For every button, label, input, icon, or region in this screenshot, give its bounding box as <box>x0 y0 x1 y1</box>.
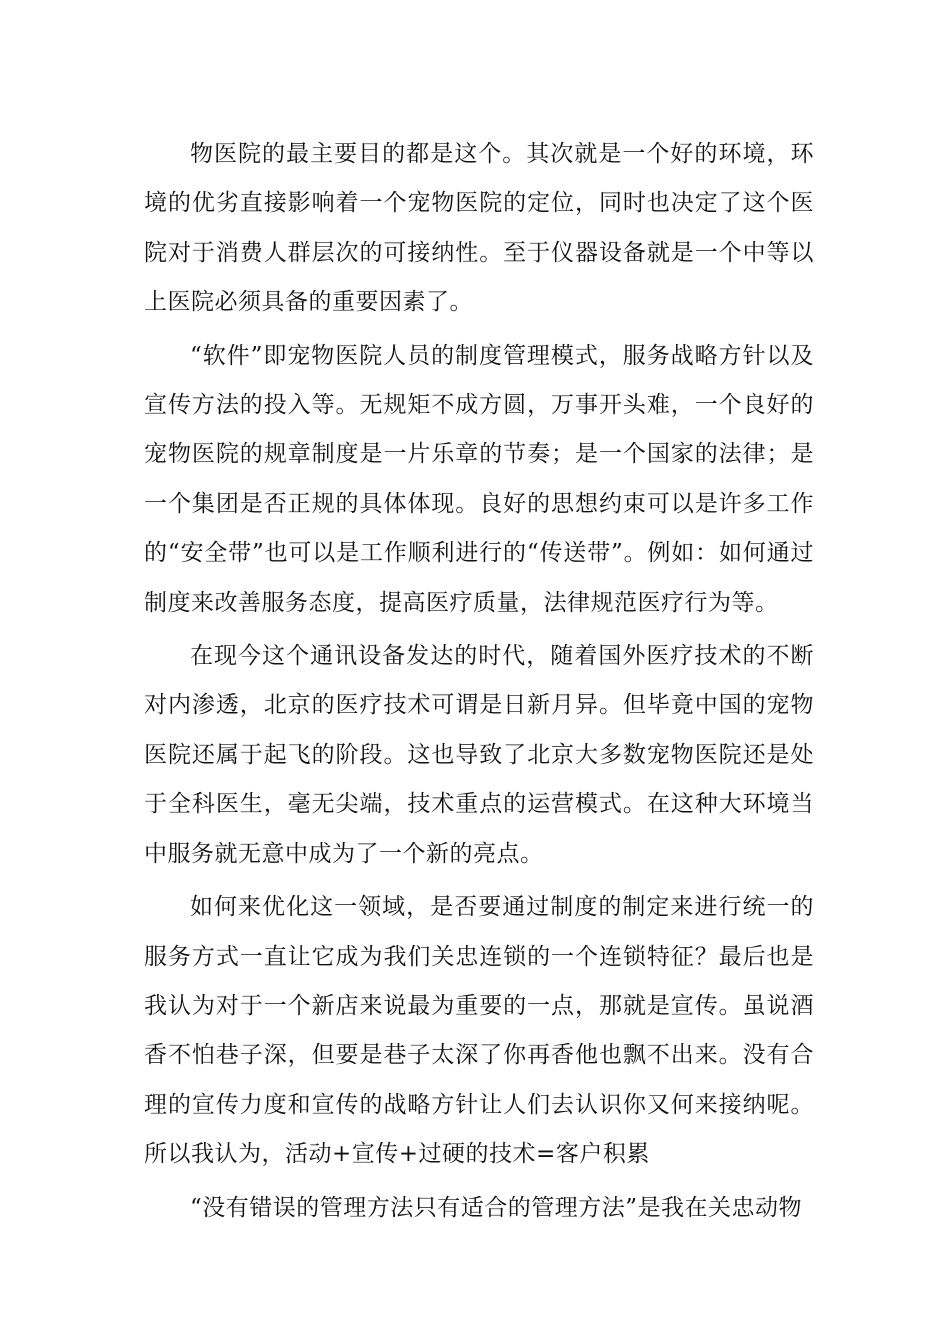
paragraph-2: “软件”即宠物医院人员的制度管理模式，服务战略方针以及宣传方法的投入等。无规矩不成方圆，万事开头难，一个良好的宠物医院的规章制度是一片乐章的节奏；是一个国家的法律；是一个集团是否正规的具体体现。良好的思想约束可以是许多工作的“安全带”也可以是工作顺利进行的“传送带”。例如：如何通过制度来改善服务态度，提高医疗质量，法律规范医疗行为等。 <box>144 342 814 616</box>
paragraph-5: “没有错误的管理方法只有适合的管理方法”是我在关忠动物 <box>190 1194 803 1221</box>
paragraph-4: 如何来优化这一领域，是否要通过制度的制定来进行统一的服务方式一直让它成为我们关忠连锁的一个连锁特征？最后也是我认为对于一个新店来说最为重要的一点，那就是宣传。虽说酒香不怕巷子深，但要是巷子太深了你再香他也飘不出来。没有合理的宣传力度和宣传的战略方针让人们去认识你又何来接纳呢。所以我认为，活动+宣传+过硬的技术=客户积累 <box>144 894 814 1168</box>
paragraph-3: 在现今这个通讯设备发达的时代，随着国外医疗技术的不断对内渗透，北京的医疗技术可谓是日新月异。但毕竟中国的宠物医院还属于起飞的阶段。这也导致了北京大多数宠物医院还是处于全科医生，毫无尖端，技术重点的运营模式。在这种大环境当中服务就无意中成为了一个新的亮点。 <box>144 643 814 867</box>
document-body <box>144 130 814 1237</box>
paragraph-1: 物医院的最主要目的都是这个。其次就是一个好的环境，环境的优劣直接影响着一个宠物医院的定位，同时也决定了这个医院对于消费人群层次的可接纳性。至于仪器设备就是一个中等以上医院必须具备的重要因素了。 <box>144 141 814 316</box>
